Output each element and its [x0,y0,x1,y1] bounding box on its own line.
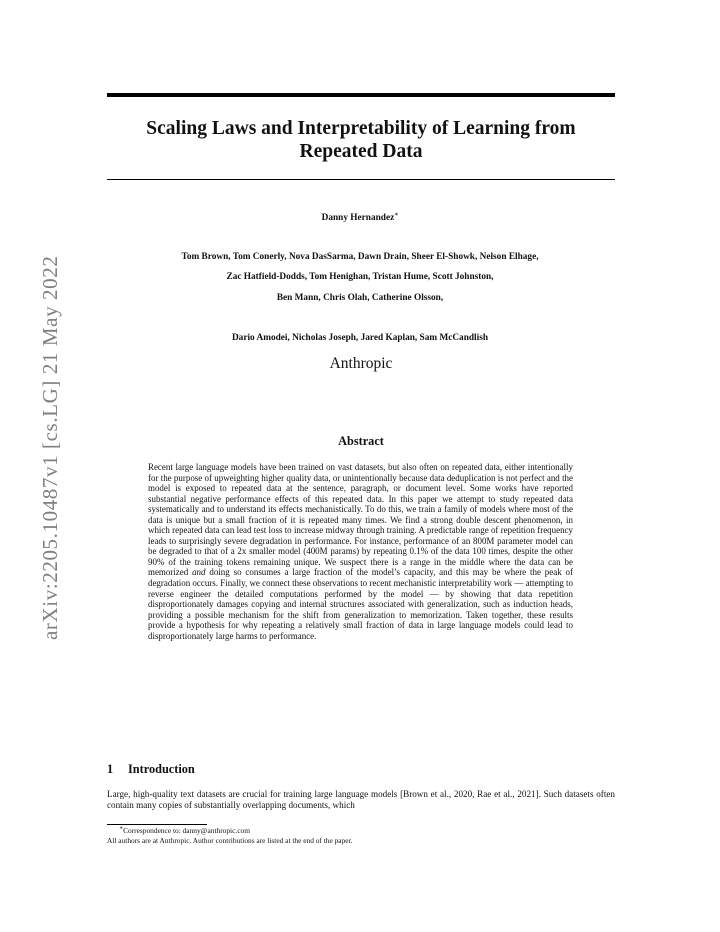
arxiv-identifier: arXiv:2205.10487v1 [cs.LG] 21 May 2022 [38,255,62,640]
section-title: Introduction [128,762,195,776]
title-top-rule [107,93,615,97]
author-list-line-2: Zac Hatfield-Dodds, Tom Henighan, Tristan Hume, Scott Johnston, [226,272,494,282]
section-number: 1 [107,762,114,776]
abstract-text-part-1: Recent large language models have been trained on vast datasets, but also often on repeated data, either intentionally for the purpose of upweighting higher quality data, or unintentionally because data deduplication is not perfect and the model is exposed to repeated data at the sentence, paragraph, or document level. Some works have reported substantial negative performance effects of this repeated data. In this paper we attempt to study repeated data systematically and to understand its effects mechanistically. To do this, we train a family of models where most of the data is unique but a small fraction of it is repeated many times. We find a strong double descent phenomenon, in which repeated data can lead test loss to increase midway through training. A predictable range of repetition frequency leads to surprisingly severe degradation in performance. For instance, performance of an 800M parameter model can be degraded to that of a 2x smaller model (400M params) by repeating 0.1% of the data 100 times, despite the other 90% of the training tokens remaining unique. We suspect there is a range in the middle where the data can be memorized [148,462,573,578]
author-list-line-3: Ben Mann, Chris Olah, Catherine Olsson, [276,293,444,303]
abstract-heading: Abstract [338,434,384,448]
author-list-line-4: Dario Amodei, Nicholas Joseph, Jared Kaplan, Sam McCandlish [231,333,489,343]
title-bottom-rule [107,179,615,180]
section-heading [107,762,195,777]
paper-title: Scaling Laws and Interpretability of Learning from Repeated Data [146,118,576,162]
abstract-emphasis: and [192,567,206,578]
affiliation: Anthropic [329,355,393,372]
footnote-mark: ∗ [119,825,124,832]
footnote-correspondence [107,826,615,836]
correspondence-text: Correspondence to: danny@anthropic.com [123,826,250,835]
introduction-paragraph: Large, high-quality text datasets are crucial for training large language models [Brown et al., 2020, Rae et al., 2021]. Such datasets often contain many copies of substantially overlapping documents, which [107,789,615,811]
lead-author-name: Danny Hernandez [321,213,395,223]
footnotes [107,826,615,846]
abstract-text-part-2: doing so consumes a large fraction of the model’s capacity, and this may be where the peak of degradation occurs. Finally, we connect these observations to recent mechanistic interpretability work — attempting to reverse engineer the detailed computations performed by the model — by showing that data repetition disproportionately damages copying and internal structures associated with generalization, such as induction heads, providing a possible mechanism for the shift from generalization to memorization. Taken together, these results provide a hypothesis for why repeating a relatively small fraction of data in large language models could lead to disproportionately large harms to performance. [148,567,573,641]
author-list-line-1: Tom Brown, Tom Conerly, Nova DasSarma, Dawn Drain, Sheer El-Showk, Nelson Elhage, [181,252,539,262]
abstract-body [148,462,573,641]
footnote-affiliation-note: All authors are at Anthropic. Author contributions are listed at the end of the paper. [107,836,353,845]
lead-author [100,213,620,223]
lead-author-footnote-mark: ∗ [394,211,399,218]
